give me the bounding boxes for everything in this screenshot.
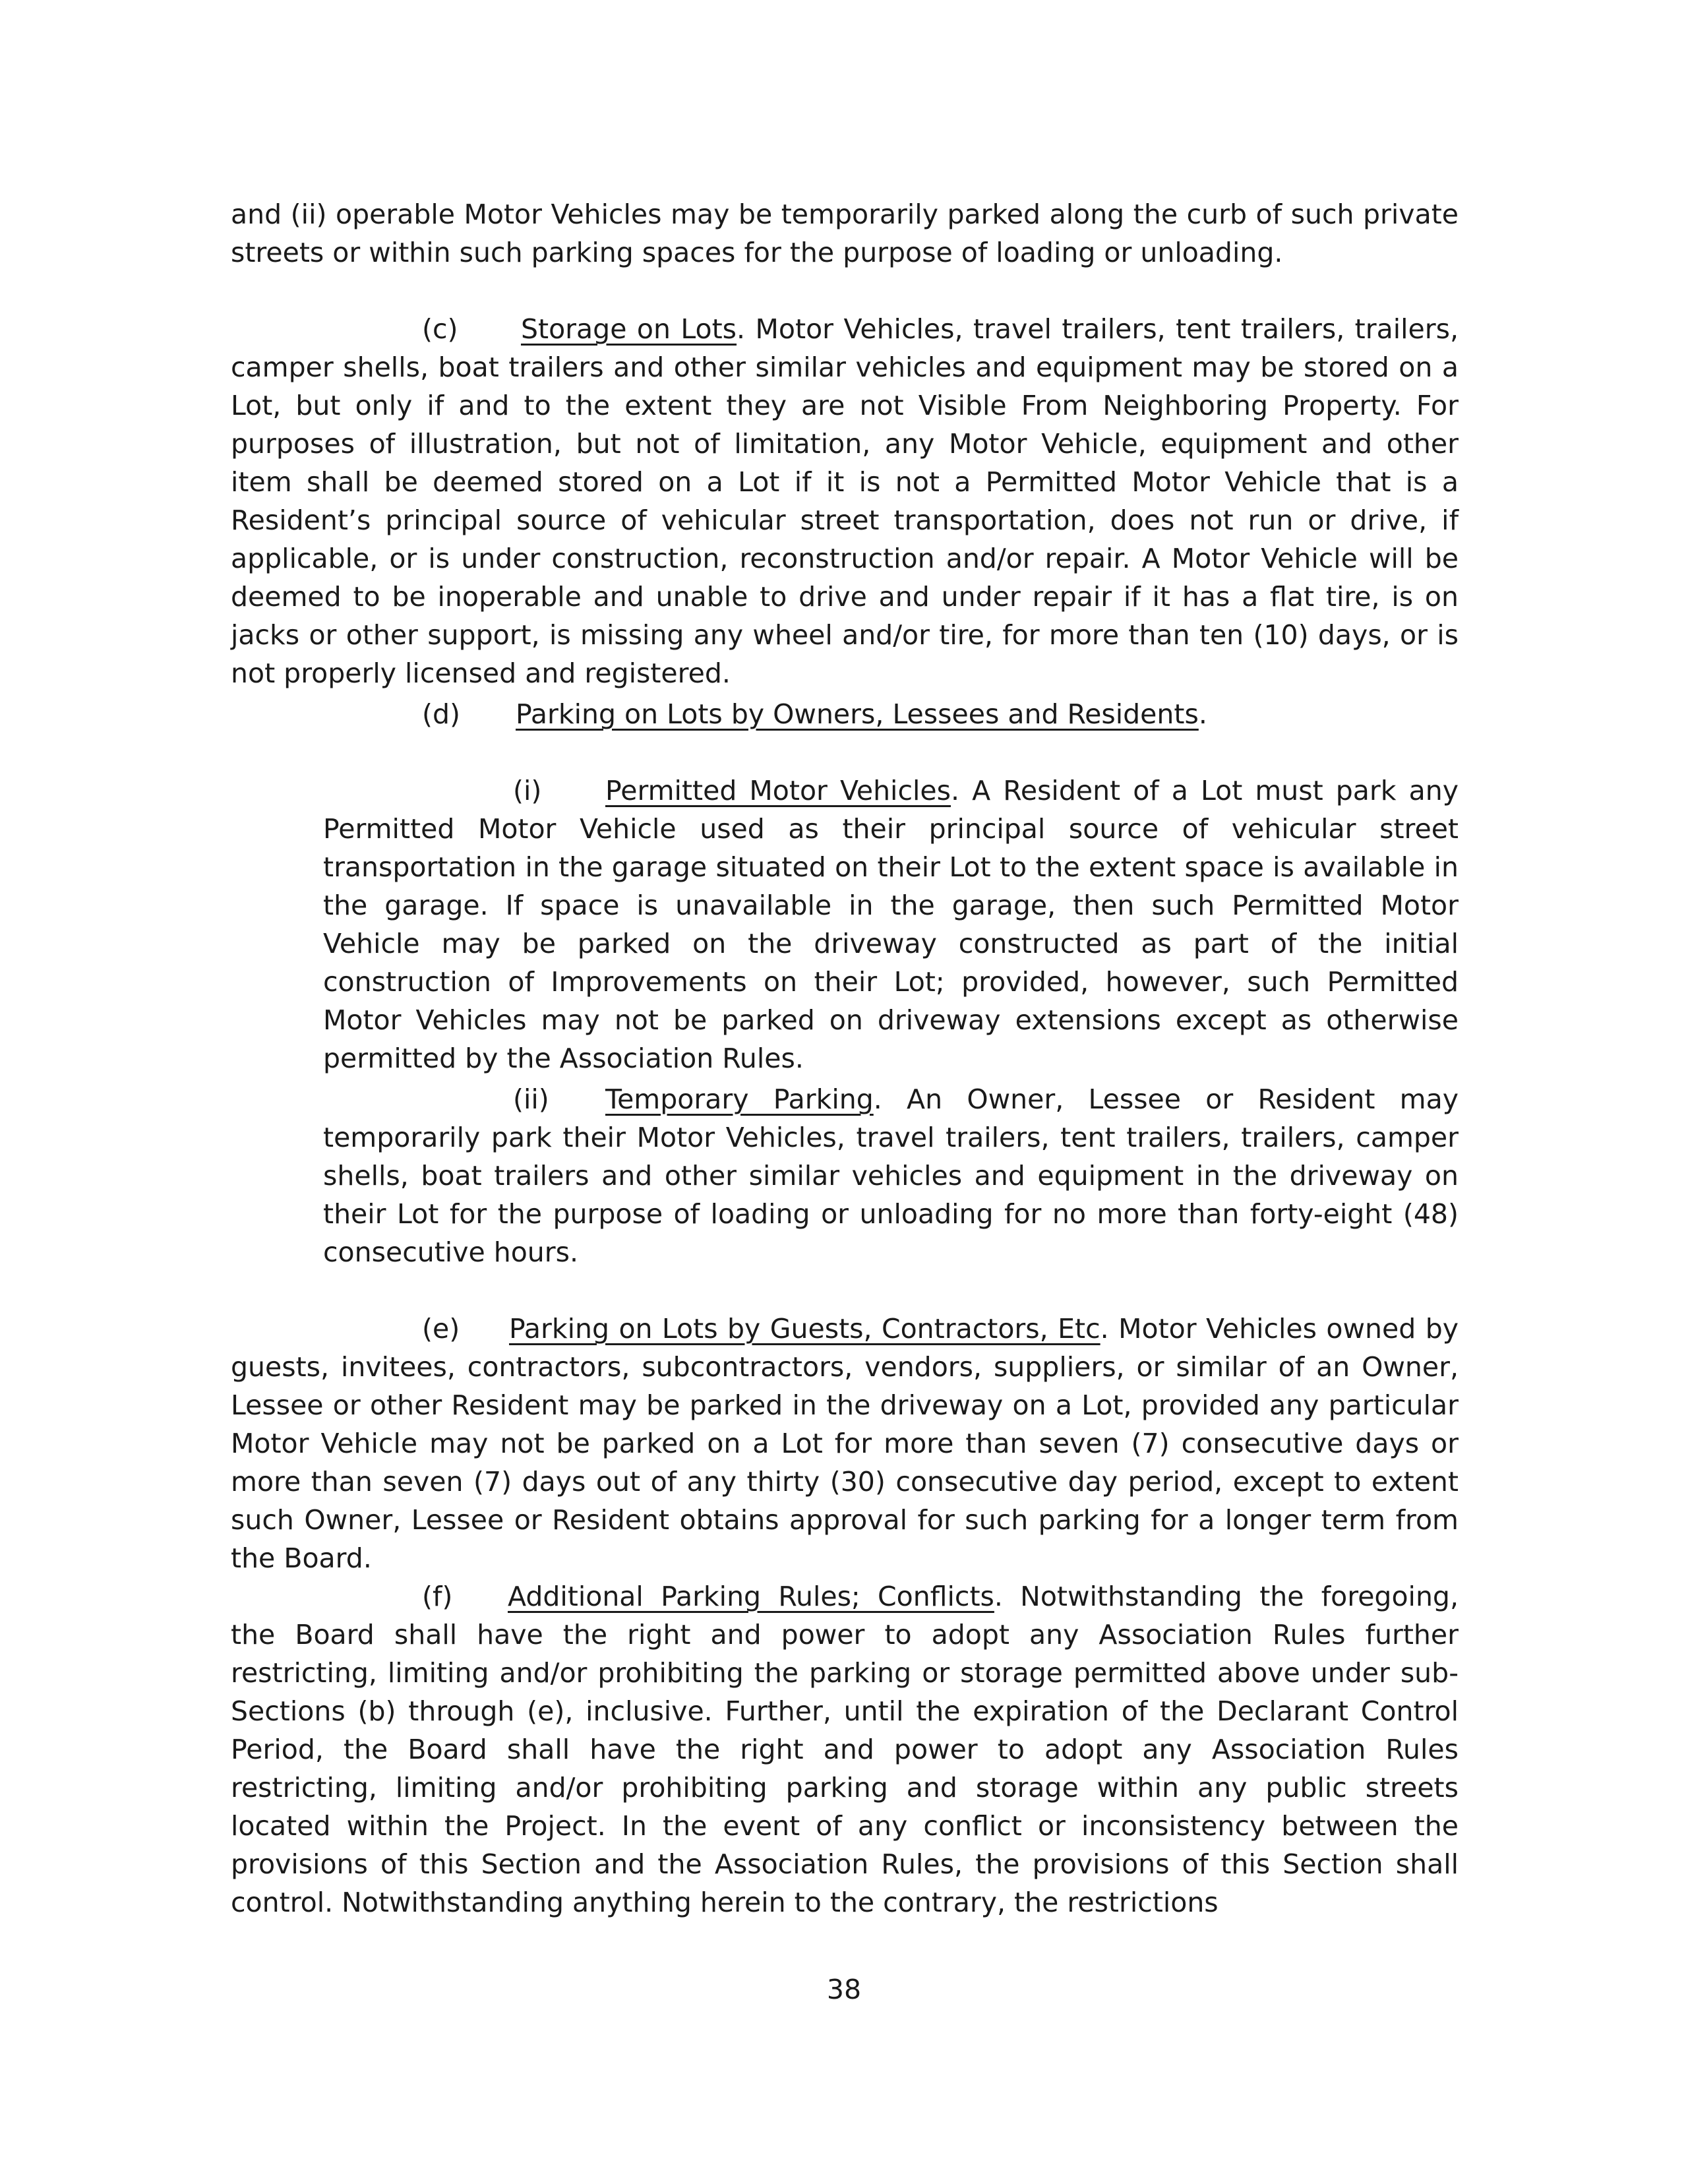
section-d-i-text: A Resident of a Lot must park any Permitted Motor Vehicle used as their principal source of vehicular street transportation in the garage situated on their Lot to the extent space is available in the garage. If space is unavailable in the garage, then such Permitted Motor Vehicle may be parked on the driveway constructed as part of the initial construction of Improvements on their Lot; provided, however, such Permitted Motor Vehicles may not be parked on driveway extensions except as otherwise permitted by the Association Rules.: [323, 775, 1459, 1074]
section-d-heading-line: (d) Parking on Lots by Owners, Lessees and Residents.: [231, 695, 1459, 733]
section-d-heading: Parking on Lots by Owners, Lessees and Residents: [516, 698, 1199, 730]
section-c-text: Motor Vehicles, travel trailers, tent trailers, trailers, camper shells, boat trailers and other similar vehicles and equipment may be stored on a Lot, but only if and to the extent they are not Visible From Neighboring Property. For purposes of illustration, but not of limitation, any Motor Vehicle, equipment and other item shall be deemed stored on a Lot if it is not a Permitted Motor Vehicle that is a Resident’s principal source of vehicular street transportation, does not run or drive, if applicable, or is under construction, reconstruction and/or repair. A Motor Vehicle will be deemed to be inoperable and unable to drive and under repair if it has a flat tire, is on jacks or other support, is missing any wheel and/or tire, for more than ten (10) days, or is not properly licensed and registered.: [231, 313, 1459, 689]
section-f-text: Notwithstanding the foregoing, the Board shall have the right and power to adopt any Association Rules further restricting, limiting and/or prohibiting the parking or storage permitted above under sub-Sections (b) through (e), inclusive. Further, until the expiration of the Declarant Control Period, the Board shall have the right and power to adopt any Association Rules restricting, limiting and/or prohibiting parking and storage within any public streets located within the Project. In the event of any conflict or inconsistency between the provisions of this Section and the Association Rules, the provisions of this Section shall control. Notwithstanding anything herein to the contrary, the restrictions: [231, 1581, 1459, 1918]
section-f-heading: Additional Parking Rules; Conflicts: [508, 1581, 994, 1612]
section-e-paragraph: (e) Parking on Lots by Guests, Contractors, Etc. Motor Vehicles owned by guests, invitees, contractors, subcontractors, vendors, suppliers, or similar of an Owner, Lessee or other Resident may be parked in the driveway on a Lot, provided any particular Motor Vehicle may not be parked on a Lot for more than seven (7) consecutive days or more than seven (7) days out of any thirty (30) consecutive day period, except to extent such Owner, Lessee or Resident obtains approval for such parking for a longer term from the Board.: [231, 1310, 1459, 1577]
section-d-label: (d): [422, 698, 461, 730]
section-f-label: (f): [422, 1581, 453, 1612]
section-e-text: Motor Vehicles owned by guests, invitees, contractors, subcontractors, vendors, suppliers, or similar of an Owner, Lessee or other Resident may be parked in the driveway on a Lot, provided any particular Motor Vehicle may not be parked on a Lot for more than seven (7) consecutive days or more than seven (7) days out of any thirty (30) consecutive day period, except to extent such Owner, Lessee or Resident obtains approval for such parking for a longer term from the Board.: [231, 1313, 1459, 1574]
section-d-ii-paragraph: (ii) Temporary Parking. An Owner, Lessee or Resident may temporarily park their Motor Vehicles, travel trailers, tent trailers, trailers, camper shells, boat trailers and other similar vehicles and equipment in the driveway on their Lot for the purpose of loading or unloading for no more than forty-eight (48) consecutive hours.: [323, 1080, 1459, 1271]
page-number: 38: [826, 1974, 862, 2005]
intro-paragraph: [231, 195, 1459, 272]
section-d-i-heading: Permitted Motor Vehicles: [605, 775, 951, 806]
section-c-paragraph: (c) Storage on Lots. Motor Vehicles, travel trailers, tent trailers, trailers, camper shells, boat trailers and other similar vehicles and equipment may be stored on a Lot, but only if and to the extent they are not Visible From Neighboring Property. For purposes of illustration, but not of limitation, any Motor Vehicle, equipment and other item shall be deemed stored on a Lot if it is not a Permitted Motor Vehicle that is a Resident’s principal source of vehicular street transportation, does not run or drive, if applicable, or is under construction, reconstruction and/or repair. A Motor Vehicle will be deemed to be inoperable and unable to drive and under repair if it has a flat tire, is on jacks or other support, is missing any wheel and/or tire, for more than ten (10) days, or is not properly licensed and registered.: [231, 310, 1459, 692]
section-d-ii-label: (ii): [513, 1083, 549, 1115]
section-d-ii-heading: Temporary Parking: [605, 1083, 874, 1115]
section-d-ii-text: An Owner, Lessee or Resident may temporarily park their Motor Vehicles, travel trailers, tent trailers, trailers, camper shells, boat trailers and other similar vehicles and equipment in the driveway on their Lot for the purpose of loading or unloading for no more than forty-eight (48) consecutive hours.: [323, 1083, 1459, 1268]
section-e-label: (e): [422, 1313, 460, 1345]
section-c-label: (c): [422, 313, 458, 345]
section-d-i-label: (i): [513, 775, 542, 806]
section-e-heading: Parking on Lots by Guests, Contractors, Etc: [509, 1313, 1100, 1345]
intro-text: and (ii) operable Motor Vehicles may be temporarily parked along the curb of such private streets or within such parking spaces for the purpose of loading or unloading.: [231, 198, 1459, 268]
section-f-paragraph: (f) Additional Parking Rules; Conflicts. Notwithstanding the foregoing, the Board shall have the right and power to adopt any Association Rules further restricting, limiting and/or prohibiting the parking or storage permitted above under sub-Sections (b) through (e), inclusive. Further, until the expiration of the Declarant Control Period, the Board shall have the right and power to adopt any Association Rules restricting, limiting and/or prohibiting parking and storage within any public streets located within the Project. In the event of any conflict or inconsistency between the provisions of this Section and the Association Rules, the provisions of this Section shall control. Notwithstanding anything herein to the contrary, the restrictions: [231, 1577, 1459, 1922]
section-c-heading: Storage on Lots: [521, 313, 737, 345]
section-d-i-paragraph: (i) Permitted Motor Vehicles. A Resident of a Lot must park any Permitted Motor Vehicle used as their principal source of vehicular street transportation in the garage situated on their Lot to the extent space is available in the garage. If space is unavailable in the garage, then such Permitted Motor Vehicle may be parked on the driveway constructed as part of the initial construction of Improvements on their Lot; provided, however, such Permitted Motor Vehicles may not be parked on driveway extensions except as otherwise permitted by the Association Rules.: [323, 772, 1459, 1077]
